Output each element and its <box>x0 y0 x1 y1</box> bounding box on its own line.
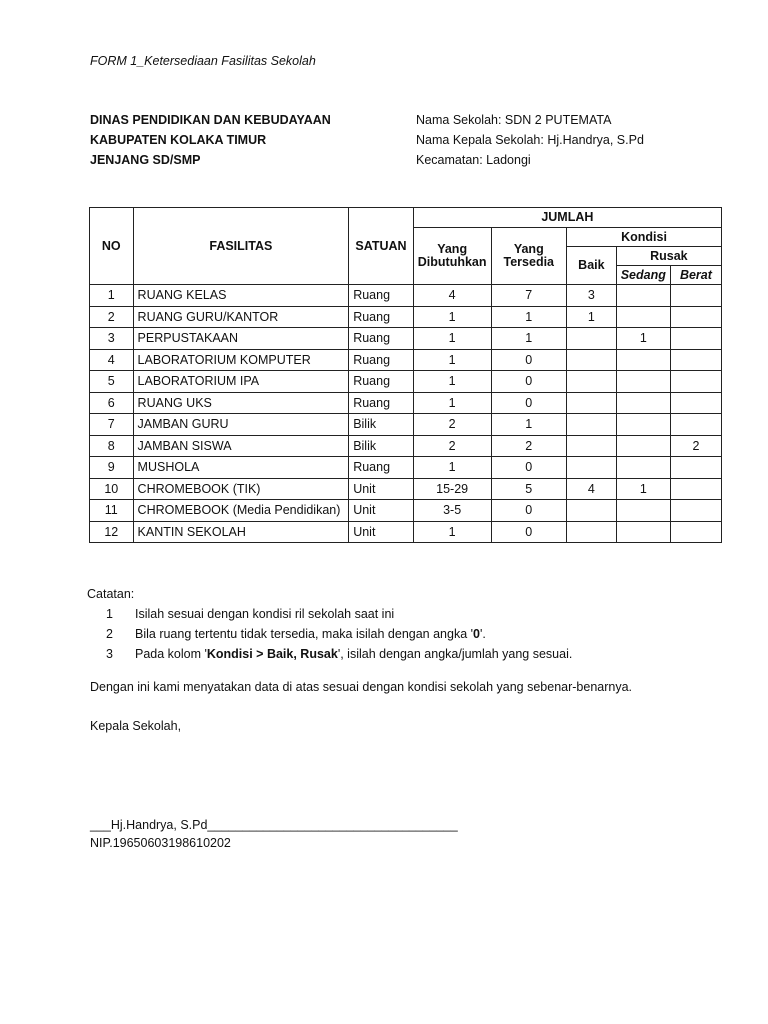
cell-baik <box>567 328 617 350</box>
header-rusak: Rusak <box>616 247 721 266</box>
cell-tersedia: 0 <box>491 457 567 479</box>
cell-baik: 4 <box>567 478 617 500</box>
cell-berat: 2 <box>670 435 721 457</box>
cell-sedang <box>616 500 670 522</box>
header-yang-dibutuhkan <box>413 228 491 285</box>
notes-section <box>87 584 572 664</box>
header-right <box>416 110 644 170</box>
cell-dibutuhkan: 4 <box>413 285 491 307</box>
table-row <box>90 521 722 543</box>
cell-sedang <box>616 435 670 457</box>
header-yang-tersedia <box>491 228 567 285</box>
note-number: 2 <box>106 627 113 641</box>
cell-baik <box>567 371 617 393</box>
cell-satuan: Ruang <box>349 371 414 393</box>
cell-berat <box>670 349 721 371</box>
closing-title: Kepala Sekolah, <box>90 719 182 733</box>
cell-dibutuhkan: 1 <box>413 457 491 479</box>
cell-fasilitas: JAMBAN SISWA <box>133 435 349 457</box>
cell-dibutuhkan: 1 <box>413 521 491 543</box>
cell-dibutuhkan: 15-29 <box>413 478 491 500</box>
cell-berat <box>670 306 721 328</box>
cell-sedang <box>616 371 670 393</box>
cell-tersedia: 1 <box>491 328 567 350</box>
cell-no: 4 <box>90 349 134 371</box>
note-number: 1 <box>106 607 113 621</box>
cell-baik: 3 <box>567 285 617 307</box>
cell-tersedia: 0 <box>491 349 567 371</box>
cell-no: 6 <box>90 392 134 414</box>
header-jumlah: JUMLAH <box>413 208 721 228</box>
cell-dibutuhkan: 2 <box>413 435 491 457</box>
table-row <box>90 478 722 500</box>
cell-fasilitas: LABORATORIUM KOMPUTER <box>133 349 349 371</box>
cell-berat <box>670 521 721 543</box>
header-satuan: SATUAN <box>349 208 414 285</box>
cell-fasilitas: CHROMEBOOK (TIK) <box>133 478 349 500</box>
cell-dibutuhkan: 2 <box>413 414 491 436</box>
cell-dibutuhkan: 1 <box>413 328 491 350</box>
cell-satuan: Ruang <box>349 392 414 414</box>
header-yang-tersedia-line2: Tersedia <box>503 255 555 269</box>
note-item <box>87 644 572 664</box>
cell-satuan: Unit <box>349 521 414 543</box>
note-item <box>87 604 572 624</box>
cell-satuan: Ruang <box>349 457 414 479</box>
facilities-table <box>89 207 722 543</box>
cell-tersedia: 0 <box>491 392 567 414</box>
regency-name: KABUPATEN KOLAKA TIMUR <box>90 133 267 147</box>
cell-satuan: Ruang <box>349 328 414 350</box>
cell-satuan: Unit <box>349 478 414 500</box>
cell-satuan: Bilik <box>349 414 414 436</box>
cell-baik <box>567 521 617 543</box>
cell-fasilitas: LABORATORIUM IPA <box>133 371 349 393</box>
cell-fasilitas: PERPUSTAKAAN <box>133 328 349 350</box>
table-row <box>90 414 722 436</box>
header-yang-dibutuhkan-line1: Yang <box>437 242 468 256</box>
cell-satuan: Unit <box>349 500 414 522</box>
cell-satuan: Bilik <box>349 435 414 457</box>
cell-no: 5 <box>90 371 134 393</box>
note-text-pre: Pada kolom ' <box>135 647 207 661</box>
cell-berat <box>670 328 721 350</box>
cell-no: 1 <box>90 285 134 307</box>
cell-dibutuhkan: 3-5 <box>413 500 491 522</box>
note-text-post: '. <box>479 627 486 641</box>
cell-sedang <box>616 414 670 436</box>
note-number: 3 <box>106 647 113 661</box>
cell-satuan: Ruang <box>349 306 414 328</box>
header-kondisi: Kondisi <box>567 228 722 247</box>
cell-fasilitas: CHROMEBOOK (Media Pendidikan) <box>133 500 349 522</box>
table-row <box>90 285 722 307</box>
cell-sedang: 1 <box>616 478 670 500</box>
cell-no: 3 <box>90 328 134 350</box>
cell-tersedia: 1 <box>491 414 567 436</box>
cell-sedang <box>616 306 670 328</box>
cell-berat <box>670 371 721 393</box>
cell-satuan: Ruang <box>349 285 414 307</box>
cell-berat <box>670 457 721 479</box>
cell-baik <box>567 500 617 522</box>
cell-baik <box>567 414 617 436</box>
cell-no: 8 <box>90 435 134 457</box>
note-item <box>87 624 572 644</box>
signer-name: ___Hj.Handrya, S.Pd____________________________________ <box>90 818 458 832</box>
header-sedang: Sedang <box>616 266 670 285</box>
cell-dibutuhkan: 1 <box>413 371 491 393</box>
form-title: FORM 1_Ketersediaan Fasilitas Sekolah <box>90 54 316 68</box>
cell-baik <box>567 457 617 479</box>
cell-berat <box>670 285 721 307</box>
cell-fasilitas: JAMBAN GURU <box>133 414 349 436</box>
cell-tersedia: 5 <box>491 478 567 500</box>
header-yang-tersedia-line1: Yang <box>513 242 544 256</box>
cell-no: 7 <box>90 414 134 436</box>
cell-tersedia: 0 <box>491 500 567 522</box>
cell-fasilitas: RUANG GURU/KANTOR <box>133 306 349 328</box>
table-row <box>90 371 722 393</box>
cell-fasilitas: MUSHOLA <box>133 457 349 479</box>
cell-sedang: 1 <box>616 328 670 350</box>
cell-fasilitas: RUANG KELAS <box>133 285 349 307</box>
agency-name: DINAS PENDIDIKAN DAN KEBUDAYAAN <box>90 113 331 127</box>
declaration-statement: Dengan ini kami menyatakan data di atas sesuai dengan kondisi sekolah yang sebenar-benarnya. <box>90 680 633 694</box>
cell-no: 2 <box>90 306 134 328</box>
notes-title: Catatan: <box>87 587 135 601</box>
table-row <box>90 435 722 457</box>
cell-tersedia: 2 <box>491 435 567 457</box>
note-text: Isilah sesuai dengan kondisi ril sekolah saat ini <box>135 607 395 621</box>
cell-sedang <box>616 457 670 479</box>
table-row <box>90 306 722 328</box>
cell-baik <box>567 349 617 371</box>
cell-tersedia: 7 <box>491 285 567 307</box>
cell-sedang <box>616 392 670 414</box>
table-row <box>90 392 722 414</box>
cell-dibutuhkan: 1 <box>413 306 491 328</box>
principal-name: Nama Kepala Sekolah: Hj.Handrya, S.Pd <box>416 133 644 147</box>
table-row <box>90 500 722 522</box>
cell-tersedia: 0 <box>491 371 567 393</box>
cell-sedang <box>616 349 670 371</box>
header-berat: Berat <box>670 266 721 285</box>
cell-no: 11 <box>90 500 134 522</box>
header-no: NO <box>90 208 134 285</box>
cell-no: 9 <box>90 457 134 479</box>
cell-berat <box>670 414 721 436</box>
cell-sedang <box>616 521 670 543</box>
cell-no: 12 <box>90 521 134 543</box>
cell-tersedia: 1 <box>491 306 567 328</box>
cell-baik <box>567 435 617 457</box>
header-left <box>90 110 331 170</box>
cell-berat <box>670 478 721 500</box>
cell-sedang <box>616 285 670 307</box>
cell-no: 10 <box>90 478 134 500</box>
cell-baik: 1 <box>567 306 617 328</box>
cell-berat <box>670 392 721 414</box>
cell-baik <box>567 392 617 414</box>
school-level: JENJANG SD/SMP <box>90 153 201 167</box>
table-row <box>90 328 722 350</box>
header-fasilitas: FASILITAS <box>133 208 349 285</box>
table-row <box>90 349 722 371</box>
header-baik: Baik <box>567 247 617 285</box>
note-text-bold: Kondisi > Baik, Rusak <box>206 647 338 661</box>
note-text-post: ', isilah dengan angka/jumlah yang sesuai. <box>337 647 573 661</box>
cell-fasilitas: KANTIN SEKOLAH <box>133 521 349 543</box>
cell-berat <box>670 500 721 522</box>
table-row <box>90 457 722 479</box>
note-text <box>135 624 486 644</box>
note-text-pre: Bila ruang tertentu tidak tersedia, maka isilah dengan angka ' <box>135 627 474 641</box>
district-name: Kecamatan: Ladongi <box>416 153 531 167</box>
cell-fasilitas: RUANG UKS <box>133 392 349 414</box>
signer-nip: NIP.19650603198610202 <box>90 836 231 850</box>
header-yang-dibutuhkan-line2: Dibutuhkan <box>417 255 487 269</box>
note-text-bold: 0 <box>473 627 480 641</box>
cell-dibutuhkan: 1 <box>413 349 491 371</box>
cell-satuan: Ruang <box>349 349 414 371</box>
note-text <box>135 644 572 664</box>
school-name: Nama Sekolah: SDN 2 PUTEMATA <box>416 113 612 127</box>
cell-tersedia: 0 <box>491 521 567 543</box>
cell-dibutuhkan: 1 <box>413 392 491 414</box>
